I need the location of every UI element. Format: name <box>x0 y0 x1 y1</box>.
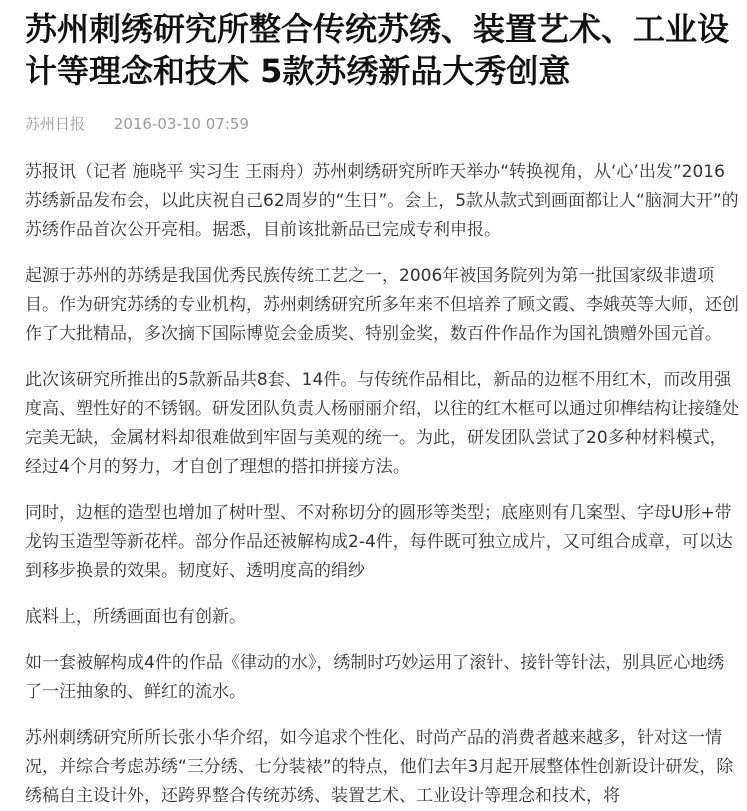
paragraph: 底料上，所绣画面也有创新。 <box>25 607 246 627</box>
paragraph: 起源于苏州的苏绣是我国优秀民族传统工艺之一，2006年被国务院列为第一批国家级非遗项目。作为研究苏绣的专业机构，苏州刺绣研究所多年来不但培养了顾文霞、李娥英等大师，还创作了大批精品，多次摘下国际博览会金质奖、特别金奖，数百件作品作为国礼馈赠外国元首。 <box>25 266 739 344</box>
paragraph: 同时，边框的造型也增加了树叶型、不对称切分的圆形等类型；底座则有几案型、字母U形+带龙钩玉造型等新花样。部分作品还被解构成2-4件，每件既可独立成片，又可组合成章，可以达到移步换景的效果。韧度好、透明度高的绢纱 <box>25 503 733 581</box>
article-datetime: 2016-03-10 07:59 <box>113 115 249 133</box>
article-source[interactable]: 苏州日报 <box>25 115 86 133</box>
paragraph: 苏州刺绣研究所所长张小华介绍，如今追求个性化、时尚产品的消费者越来越多，针对这一情况，并综合考虑苏绣“三分绣、七分装裱”的特点，他们去年3月起开展整体性创新设计研发，除绣稿自主设计外，还跨界整合传统苏绣、装置艺术、工业设计等理念和技术，将 <box>25 728 734 806</box>
article <box>25 0 741 811</box>
article-meta <box>25 112 741 136</box>
paragraph: 此次该研究所推出的5款新品共8套、14件。与传统作品相比，新品的边框不用红木，而改用强度高、塑性好的不锈钢。研发团队负责人杨丽丽介绍，以往的红木框可以通过卯榫结构让接缝处完美无缺，金属材料却很难做到牢固与美观的统一。为此，研发团队尝试了20多种材料模式，经过4个月的努力，才自创了理想的搭扣拼接方法。 <box>25 370 739 477</box>
paragraph: 苏报讯（记者 施晓平 实习生 王雨舟）苏州刺绣研究所昨天举办“转换视角，从‘心’出发”2016苏绣新品发布会，以此庆祝自己62周岁的“生日”。会上，5款从款式到画面都让人“脑洞大开”的苏绣作品首次公开亮相。据悉，目前该批新品已完成专利申报。 <box>25 162 739 240</box>
article-body <box>25 158 741 811</box>
paragraph: 如一套被解构成4件的作品《律动的水》，绣制时巧妙运用了滚针、接针等针法，别具匠心地绣了一汪抽象的、鲜红的流水。 <box>25 653 725 702</box>
article-title: 苏州刺绣研究所整合传统苏绣、装置艺术、工业设计等理念和技术 5款苏绣新品大秀创意 <box>25 10 730 90</box>
